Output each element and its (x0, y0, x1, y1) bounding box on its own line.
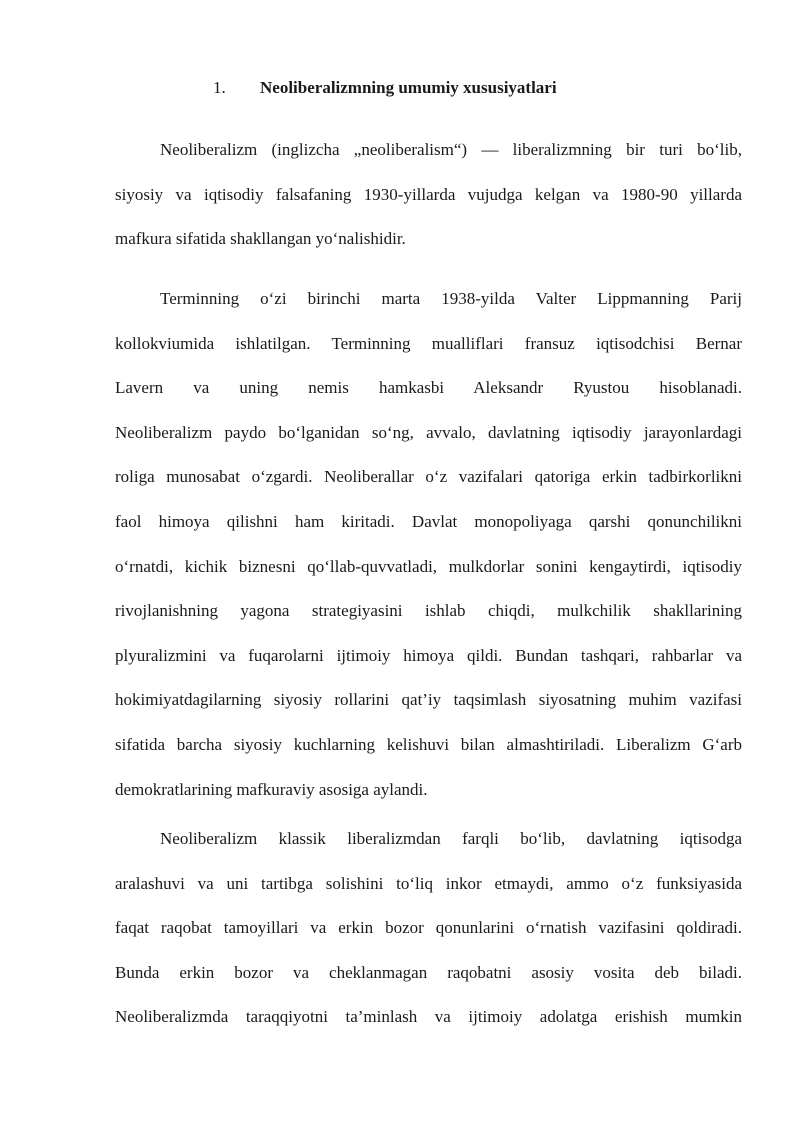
text-line: Bunda erkin bozor va cheklanmagan raqobatni asosiy vosita deb biladi. (115, 962, 742, 982)
paragraph-definition (115, 128, 742, 262)
text-line: Neoliberalizmda taraqqiyotni ta’minlash va ijtimoiy adolatga erishish mumkin (115, 1007, 742, 1027)
text-line: Neoliberalizm (inglizcha „neoliberalism“) — liberalizmning bir turi bo‘lib, (160, 140, 742, 159)
paragraph-comparison (115, 817, 742, 1040)
text-line: siyosiy va iqtisodiy falsafaning 1930-yillarda vujudga kelgan va 1980-90 yillarda (115, 184, 742, 204)
text-line: kollokviumida ishlatilgan. Terminning mualliflari fransuz iqtisodchisi Bernar (115, 333, 742, 353)
text-line: aralashuvi va uni tartibga solishini to‘liq inkor etmaydi, ammo o‘z funksiyasida (115, 873, 742, 893)
text-line: roliga munosabat o‘zgardi. Neoliberallar o‘z vazifalari qatoriga erkin tadbirkorlikni (115, 467, 742, 487)
section-title: Neoliberalizmning umumiy xususiyatlari (260, 78, 557, 97)
text-line: faol himoya qilishni ham kiritadi. Davlat monopoliyaga qarshi qonunchilikni (115, 511, 742, 531)
text-line: demokratlarining mafkuraviy asosiga aylandi. (115, 779, 428, 799)
paragraph-history (115, 277, 742, 812)
section-heading (213, 76, 557, 100)
section-number: 1. (213, 78, 226, 97)
text-line: Neoliberalizm paydo bo‘lganidan so‘ng, avvalo, davlatning iqtisodiy jarayonlardagi (115, 422, 742, 442)
text-line: Neoliberalizm klassik liberalizmdan farqli bo‘lib, davlatning iqtisodga (160, 829, 742, 848)
text-line: rivojlanishning yagona strategiyasini ishlab chiqdi, mulkchilik shakllarining (115, 601, 742, 621)
text-line: mafkura sifatida shakllangan yo‘nalishidir. (115, 229, 406, 249)
text-line: faqat raqobat tamoyillari va erkin bozor qonunlarini o‘rnatish vazifasini qoldiradi. (115, 918, 742, 938)
text-line: Lavern va uning nemis hamkasbi Aleksandr Ryustou hisoblanadi. (115, 378, 742, 398)
text-line: plyuralizmini va fuqarolarni ijtimoiy himoya qildi. Bundan tashqari, rahbarlar va (115, 645, 742, 665)
text-line: Terminning o‘zi birinchi marta 1938-yilda Valter Lippmanning Parij (160, 289, 742, 308)
text-line: hokimiyatdagilarning siyosiy rollarini qat’iy taqsimlash siyosatning muhim vazifasi (115, 690, 742, 710)
text-line: o‘rnatdi, kichik biznesni qo‘llab-quvvatladi, mulkdorlar sonini kengaytirdi, iqtisodiy (115, 556, 742, 576)
text-line: sifatida barcha siyosiy kuchlarning kelishuvi bilan almashtiriladi. Liberalizm G‘arb (115, 734, 742, 754)
